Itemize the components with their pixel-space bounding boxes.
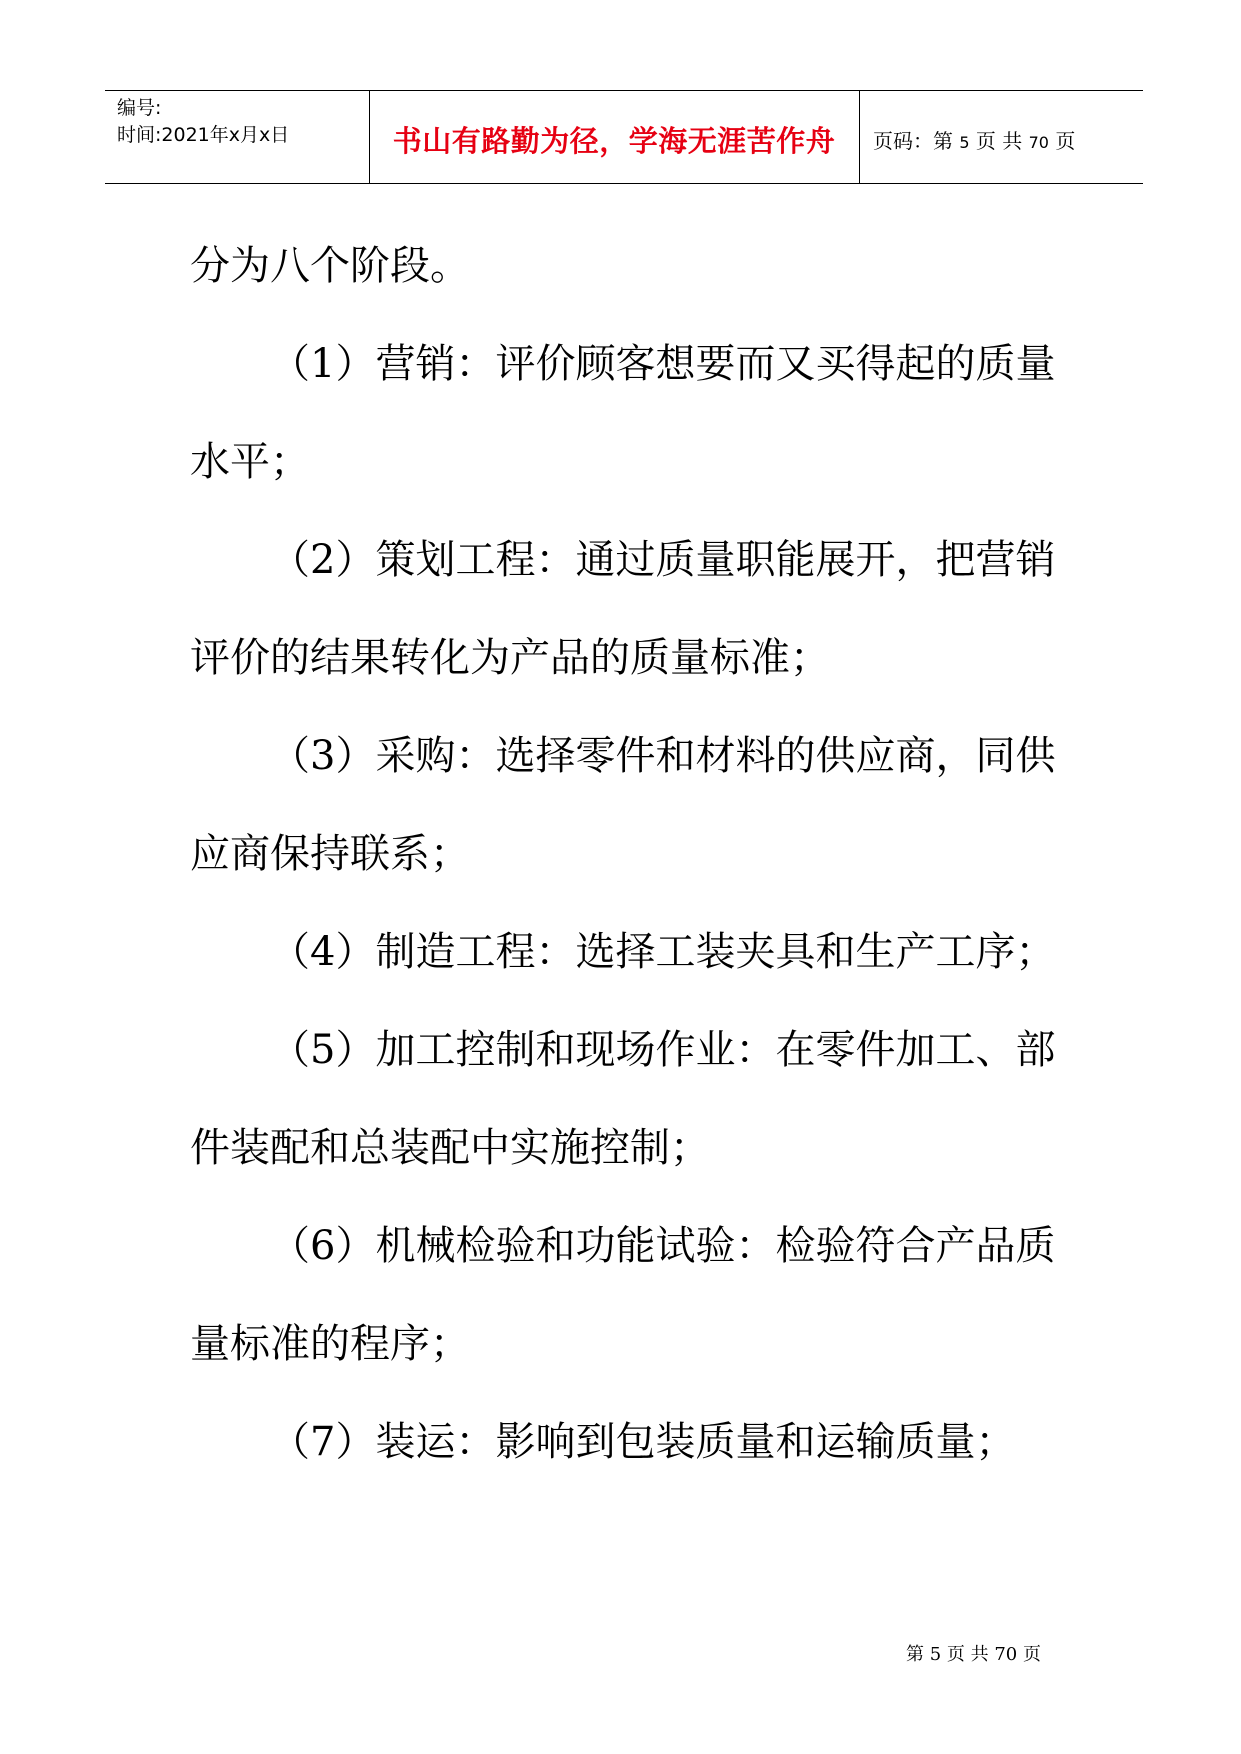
body-paragraph: （6）机械检验和功能试验：检验符合产品质量标准的程序；: [190, 1223, 1056, 1367]
body-paragraph: （3）采购：选择零件和材料的供应商，同供应商保持联系；: [190, 733, 1056, 877]
body-paragraph: （5）加工控制和现场作业：在零件加工、部件装配和总装配中实施控制；: [190, 1027, 1056, 1171]
body-paragraph: 分为八个阶段。: [190, 243, 470, 289]
page-header: [105, 90, 1143, 184]
header-motto: 书山有路勤为径，学海无涯苦作舟: [392, 124, 836, 158]
document-number-label: 编号:: [117, 97, 162, 119]
page-suffix: 页: [1055, 129, 1076, 153]
body-paragraph: （7）装运：影响到包装质量和运输质量；: [270, 1419, 1016, 1465]
page-footer: 第 5 页 共 70 页: [906, 1644, 1041, 1665]
body-paragraph: （1）营销：评价顾客想要而又买得起的质量水平；: [190, 341, 1056, 485]
page-prefix: 页码：第: [873, 129, 953, 153]
page-total: 70: [1028, 133, 1049, 152]
page-middle: 页 共: [975, 129, 1023, 153]
document-date: 时间:2021年x月x日: [117, 124, 290, 146]
body-paragraph: （4）制造工程：选择工装夹具和生产工序；: [270, 929, 1056, 975]
header-divider-right: [859, 91, 860, 183]
body-paragraph: （2）策划工程：通过质量职能展开，把营销评价的结果转化为产品的质量标准；: [190, 537, 1056, 681]
header-page-number: [873, 125, 1075, 154]
header-meta: [117, 95, 367, 149]
page-current: 5: [959, 133, 970, 152]
document-body: [190, 217, 1070, 1491]
